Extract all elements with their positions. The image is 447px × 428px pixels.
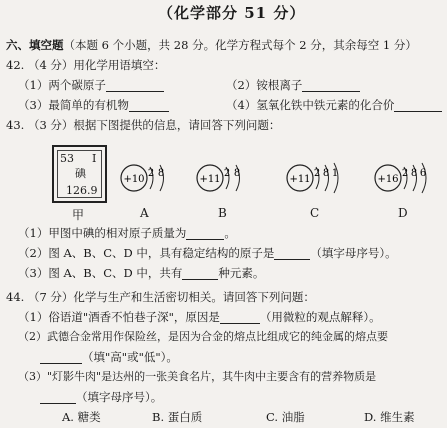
shell-electrons: 6: [419, 168, 427, 179]
section-note: （本题 6 个小题，共 28 分。化学方程式每个 2 分，其余每空 1 分）: [63, 38, 417, 52]
shell-electrons: 1: [331, 168, 339, 179]
figure-label-a: A: [140, 206, 149, 220]
q42-item-1-text: （1）两个碳原子: [18, 78, 106, 92]
figure-label-c: C: [310, 206, 320, 220]
element-symbol: I: [92, 152, 97, 165]
shell-electrons: 2: [223, 168, 231, 179]
q44-sub-1-end: （用微粒的观点解释）。: [259, 310, 381, 324]
figure-label-d: D: [398, 206, 408, 220]
atom-diagram-b: [197, 165, 240, 191]
q44-sub-2b: [40, 350, 178, 364]
q44-prompt: [6, 290, 315, 304]
q42-number: 42.: [6, 58, 25, 72]
element-name: 碘: [75, 167, 86, 180]
atom-diagram-c: [287, 163, 338, 193]
q43-sub-1-text: （1）甲图中碘的相对原子质量为: [18, 226, 187, 240]
q44-sub-1-text: （1）俗语道"酒香不怕巷子深"，原因是: [18, 310, 220, 324]
q43-text: （3 分）根据下图提供的信息，请回答下列问题：: [27, 118, 281, 132]
answer-blank[interactable]: [220, 312, 260, 324]
figure-label-b: B: [218, 206, 227, 220]
page-title: （化学部分 51 分）: [158, 4, 306, 22]
answer-blank[interactable]: [182, 268, 218, 280]
nucleus-charge: +11: [199, 174, 221, 185]
shell-electrons: 8: [322, 168, 330, 179]
shell-electrons: 2: [147, 168, 155, 179]
q44-text: （7 分）化学与生产和生活密切相关。请回答下列问题：: [27, 290, 315, 304]
shell-electrons: 8: [233, 168, 241, 179]
option-a[interactable]: A. 糖类: [62, 410, 101, 424]
nucleus-charge: +11: [289, 174, 311, 185]
q43-sub-2-end: （填字母序号）。: [310, 246, 397, 260]
section-number: 六、填空题: [6, 38, 64, 52]
option-b[interactable]: B. 蛋白质: [152, 410, 203, 424]
element-mass: 126.9: [66, 184, 98, 197]
q44-sub-1: [18, 310, 381, 324]
q44-sub-3b: [40, 390, 162, 404]
shell-electrons: 2: [313, 168, 321, 179]
q44-sub-2b-text: （填"高"或"低"）。: [82, 350, 178, 364]
shell-electrons: 2: [401, 168, 409, 179]
q42-text: （4 分）用化学用语填空：: [27, 58, 166, 72]
q44-number: 44.: [6, 290, 25, 304]
q43-sub-3-text: （3）图 A、B、C、D 中，共有: [18, 266, 183, 280]
nucleus-charge: +16: [377, 174, 399, 185]
answer-blank[interactable]: [40, 352, 82, 364]
figure-label-jia: 甲: [72, 208, 85, 222]
element-atomic-number: 53: [60, 152, 74, 165]
q43-sub-1-end: 。: [224, 226, 236, 240]
q42-item-4-text: （4）氢氧化铁中铁元素的化合价: [226, 98, 395, 112]
answer-blank[interactable]: [40, 392, 76, 404]
shell-electrons: 8: [157, 168, 165, 179]
q44-sub-2a: （2）武德合金常用作保险丝，是因为合金的熔点比组成它的纯金属的熔点要: [18, 330, 388, 343]
atom-diagram-a: [121, 165, 164, 191]
shell-electrons: 8: [410, 168, 418, 179]
q44-sub-3b-text: （填字母序号）。: [76, 390, 163, 404]
q42-item-3-text: （3）最简单的有机物: [18, 98, 129, 112]
nucleus-charge: +10: [123, 174, 145, 185]
q42-item-2-text: （2）铵根离子: [226, 78, 303, 92]
q43-sub-1: [18, 226, 236, 240]
q43-sub-3-end: 种元素。: [218, 266, 265, 280]
q44-sub-3a: （3）"灯影牛肉"是达州的一张美食名片，其牛肉中主要含有的营养物质是: [18, 370, 377, 383]
answer-blank[interactable]: [274, 248, 310, 260]
option-d[interactable]: D. 维生素: [364, 410, 415, 424]
q43-sub-2-text: （2）图 A、B、C、D 中，具有稳定结构的原子是: [18, 246, 275, 260]
answer-blank[interactable]: [186, 228, 224, 240]
atom-diagram-d: [375, 163, 426, 193]
q43-sub-3: [18, 266, 264, 280]
option-c[interactable]: C. 油脂: [266, 410, 305, 424]
q43-number: 43.: [6, 118, 25, 132]
q43-sub-2: [18, 246, 397, 260]
